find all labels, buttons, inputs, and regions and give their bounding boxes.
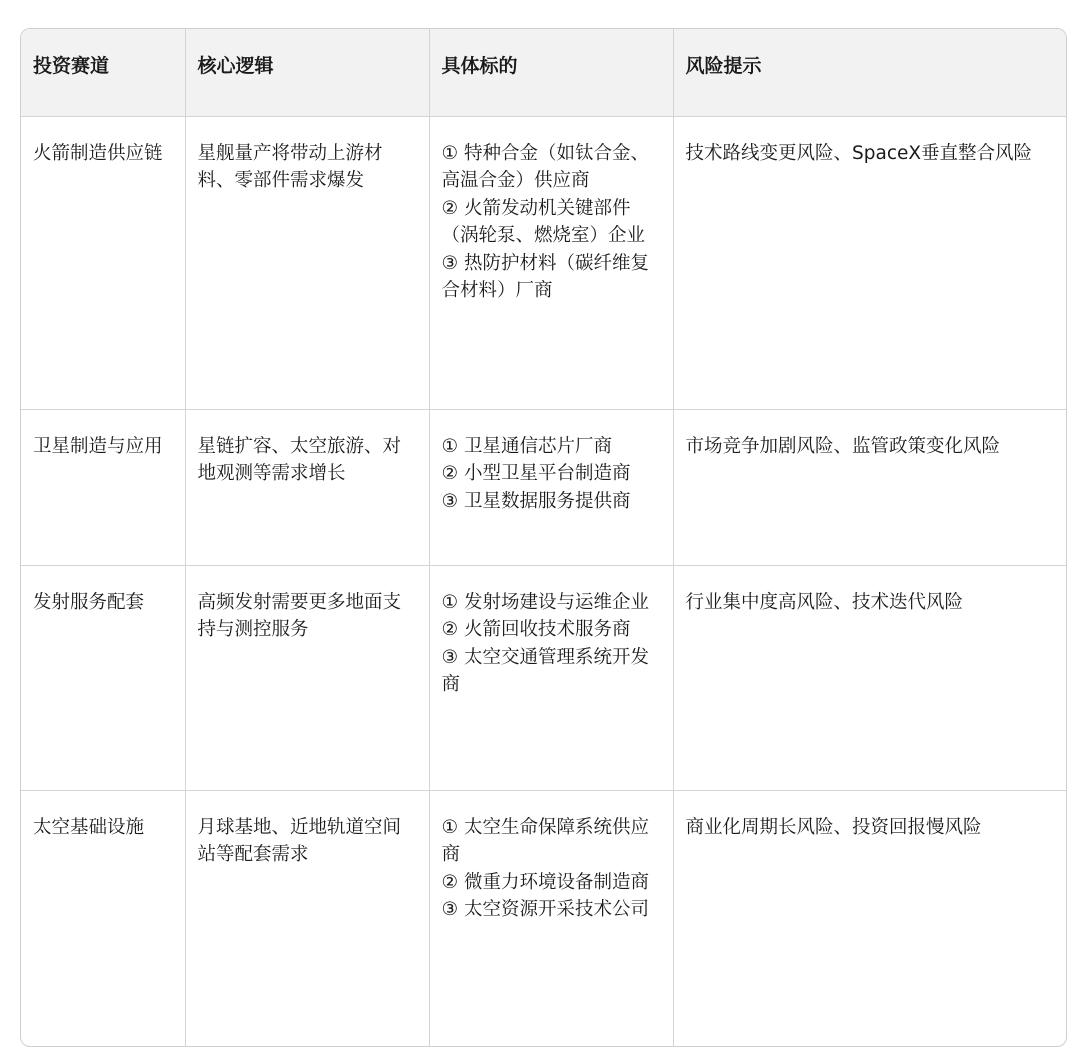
target-item: ① 卫星通信芯片厂商 (441, 435, 612, 457)
track-cell: 发射服务配套 (21, 565, 185, 790)
target-item: ③ 太空资源开采技术公司 (441, 899, 649, 920)
table-header-row (21, 29, 1066, 116)
targets-cell (429, 565, 673, 790)
track-cell: 火箭制造供应链 (21, 116, 185, 409)
investment-table-container (20, 28, 1067, 1047)
target-item: ③ 太空交通管理系统开发商 (441, 646, 649, 695)
target-item: ① 发射场建设与运维企业 (441, 591, 649, 613)
table-row (21, 409, 1066, 565)
header-risk: 风险提示 (673, 29, 1066, 116)
risk-cell: 市场竞争加剧风险、监管政策变化风险 (673, 409, 1066, 565)
target-item: ③ 卫星数据服务提供商 (441, 490, 631, 512)
target-item: ① 太空生命保障系统供应商 (441, 816, 649, 865)
target-item: ① 特种合金（如钛合金、高温合金）供应商 (441, 142, 649, 191)
target-item: ② 微重力环境设备制造商 (441, 871, 649, 893)
table-row (21, 790, 1066, 1046)
risk-cell: 技术路线变更风险、SpaceX垂直整合风险 (673, 116, 1066, 409)
investment-table (21, 29, 1066, 1046)
logic-cell: 星链扩容、太空旅游、对地观测等需求增长 (185, 409, 429, 565)
targets-cell (429, 790, 673, 1046)
risk-cell: 商业化周期长风险、投资回报慢风险 (685, 816, 982, 838)
target-item: ② 火箭回收技术服务商 (441, 619, 631, 640)
targets-cell (429, 116, 673, 409)
target-item: ② 小型卫星平台制造商 (441, 463, 631, 484)
risk-cell: 行业集中度高风险、技术迭代风险 (673, 565, 1066, 790)
logic-cell: 星舰量产将带动上游材料、零部件需求爆发 (185, 116, 429, 409)
header-track: 投资赛道 (21, 29, 185, 116)
target-item: ② 火箭发动机关键部件（涡轮泵、燃烧室）企业 (441, 197, 646, 246)
target-item: ③ 热防护材料（碳纤维复合材料）厂商 (441, 252, 649, 301)
logic-cell: 月球基地、近地轨道空间站等配套需求 (185, 790, 429, 1046)
track-cell: 卫星制造与应用 (21, 409, 185, 565)
table-row (21, 565, 1066, 790)
table-row (21, 116, 1066, 409)
targets-cell (429, 409, 673, 565)
header-targets: 具体标的 (429, 29, 673, 116)
header-logic: 核心逻辑 (185, 29, 429, 116)
track-cell: 太空基础设施 (21, 790, 185, 1046)
logic-cell: 高频发射需要更多地面支持与测控服务 (185, 565, 429, 790)
